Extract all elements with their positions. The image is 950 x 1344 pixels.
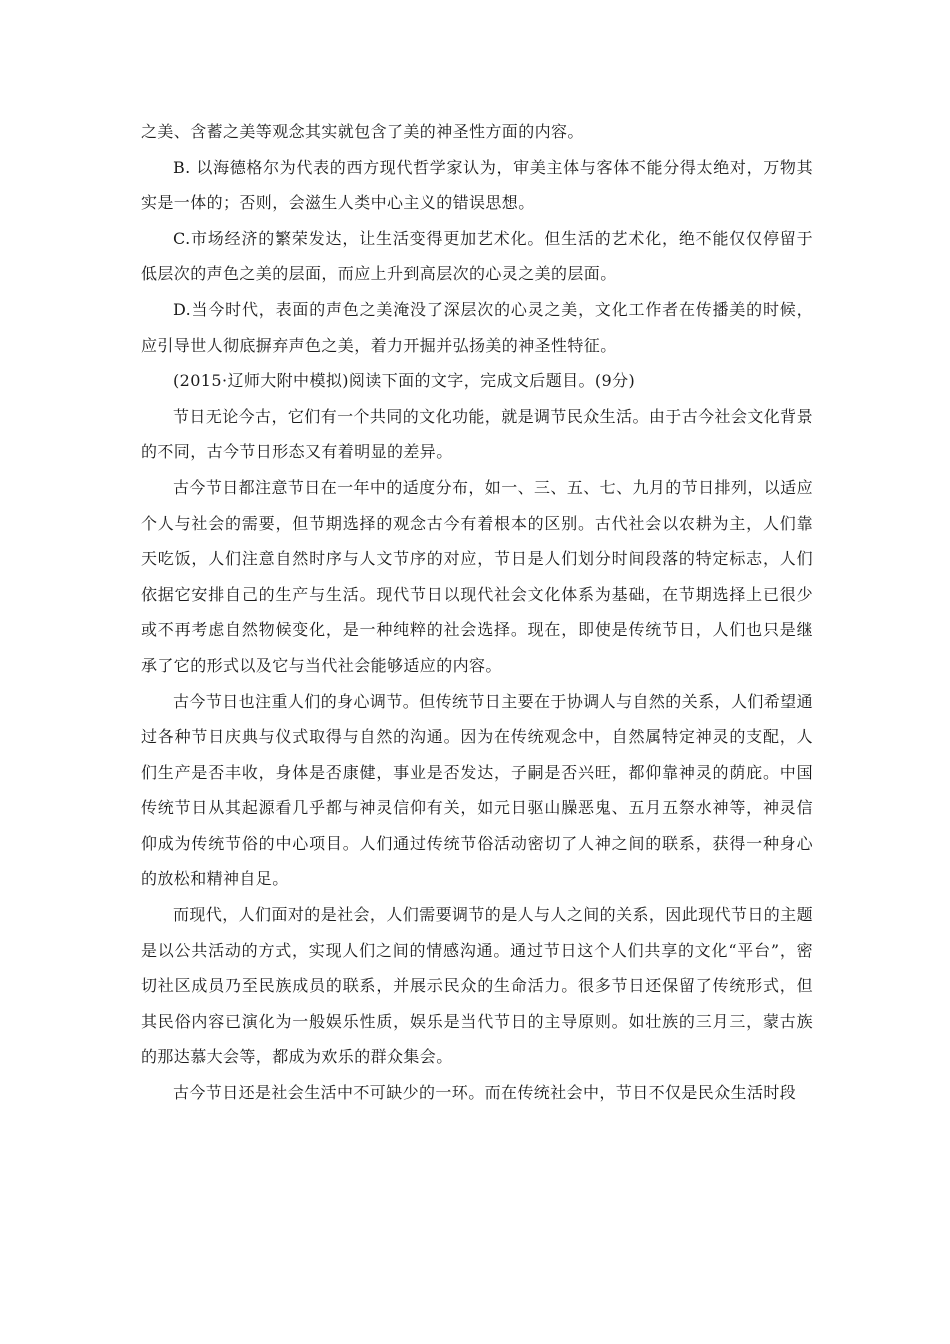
paragraph: 节日无论今古，它们有一个共同的文化功能，就是调节民众生活。由于古今社会文化背景的不同，古今节日形态又有着明显的差异。 xyxy=(141,406,813,462)
paragraph: 古今节日都注意节日在一年中的适度分布，如一、三、五、七、九月的节日排列，以适应个人与社会的需要，但节期选择的观念古今有着根本的区别。古代社会以农耕为主，人们靠天吃饭，人们注意自然时序与人文节序的对应，节日是人们划分时间段落的特定标志，人们依据它安排自己的生产与生活。现代节日以现代社会文化体系为基础，在节期选择上已很少或不再考虑自然物候变化，是一种纯粹的社会选择。现在，即使是传统节日，人们也只是继承了它的形式以及它与当代社会能够适应的内容。 xyxy=(141,477,813,675)
option-d-paragraph: D.当今时代，表面的声色之美淹没了深层次的心灵之美，文化工作者在传播美的时候，应引导世人彻底摒弃声色之美，着力开掘并弘扬美的神圣性特征。 xyxy=(141,299,813,355)
document-body xyxy=(141,114,813,1111)
paragraph: 古今节日也注重人们的身心调节。但传统节日主要在于协调人与自然的关系，人们希望通过各种节日庆典与仪式取得与自然的沟通。因为在传统观念中，自然属特定神灵的支配，人们生产是否丰收，身体是否康健，事业是否发达，子嗣是否兴旺，都仰靠神灵的荫庇。中国传统节日从其起源看几乎都与神灵信仰有关，如元日驱山臊恶鬼、五月五祭水神等，神灵信仰成为传统节俗的中心项目。人们通过传统节俗活动密切了人神之间的联系，获得一种身心的放松和精神自足。 xyxy=(141,691,813,889)
paragraph: 而现代，人们面对的是社会，人们需要调节的是人与人之间的关系，因此现代节日的主题是以公共活动的方式，实现人们之间的情感沟通。通过节日这个人们共享的文化“平台”，密切社区成员乃至民族成员的联系，并展示民众的生命活力。很多节日还保留了传统形式，但其民俗内容已演化为一般娱乐性质，娱乐是当代节日的主导原则。如壮族的三月三，蒙古族的那达慕大会等，都成为欢乐的群众集会。 xyxy=(141,905,813,1067)
paragraph: 之美、含蓄之美等观念其实就包含了美的神圣性方面的内容。 xyxy=(141,122,584,141)
option-c-paragraph: C.市场经济的繁荣发达，让生活变得更加艺术化。但生活的艺术化，绝不能仅仅停留于低层次的声色之美的层面，而应上升到高层次的心灵之美的层面。 xyxy=(141,228,813,284)
paragraph: 古今节日还是社会生活中不可缺少的一环。而在传统社会中，节日不仅是民众生活时段 xyxy=(173,1083,797,1103)
option-b-paragraph: B. 以海德格尔为代表的西方现代哲学家认为，审美主体与客体不能分得太绝对，万物其实是一体的；否则，会滋生人类中心主义的错误思想。 xyxy=(141,157,813,213)
question-heading: (2015·辽师大附中模拟)阅读下面的文字，完成文后题目。(9分) xyxy=(173,371,636,391)
